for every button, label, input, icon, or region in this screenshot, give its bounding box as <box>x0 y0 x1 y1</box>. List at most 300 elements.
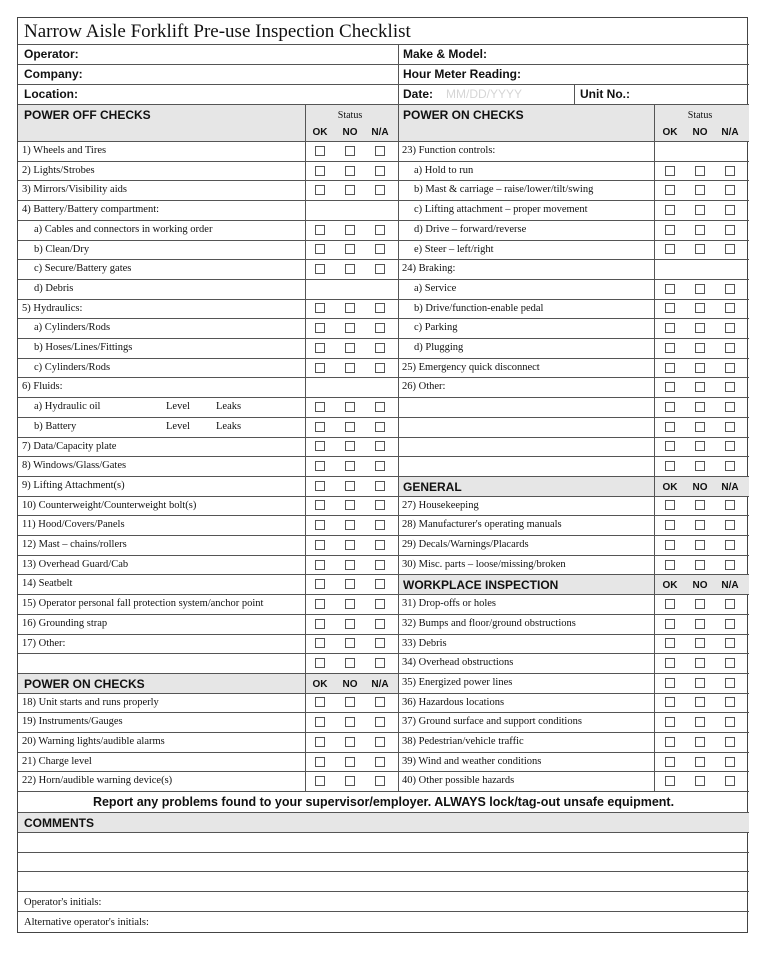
ok-checkbox[interactable] <box>665 737 675 747</box>
no-checkbox[interactable] <box>695 363 705 373</box>
no-checkbox[interactable] <box>345 185 355 195</box>
checklist-item-label: 18) Unit starts and runs properly <box>22 696 159 708</box>
na-checkbox[interactable] <box>375 323 385 333</box>
no-column: NO <box>692 580 708 592</box>
ok-checkbox[interactable] <box>315 776 325 786</box>
na-checkbox[interactable] <box>375 619 385 629</box>
checklist-item-label: 37) Ground surface and support conditions <box>402 716 582 728</box>
no-checkbox[interactable] <box>345 599 355 609</box>
no-column: NO <box>342 678 358 690</box>
no-checkbox[interactable] <box>695 757 705 767</box>
na-checkbox[interactable] <box>725 382 735 392</box>
row-divider <box>398 377 749 378</box>
no-checkbox[interactable] <box>695 382 705 392</box>
checklist-item-label: 4) Battery/Battery compartment: <box>22 204 160 216</box>
ok-checkbox[interactable] <box>665 303 675 313</box>
ok-checkbox[interactable] <box>665 343 675 353</box>
checklist-item-label: 27) Housekeeping <box>402 499 479 511</box>
no-checkbox[interactable] <box>345 323 355 333</box>
ok-checkbox[interactable] <box>315 658 325 668</box>
ok-checkbox[interactable] <box>315 757 325 767</box>
na-checkbox[interactable] <box>725 166 735 176</box>
no-checkbox[interactable] <box>695 776 705 786</box>
checklist-item-label: 30) Misc. parts – loose/missing/broken <box>402 558 566 570</box>
row-divider <box>18 476 398 477</box>
row-divider <box>18 417 398 418</box>
ok-checkbox[interactable] <box>315 560 325 570</box>
ok-checkbox[interactable] <box>665 461 675 471</box>
na-checkbox[interactable] <box>375 560 385 570</box>
row-divider <box>398 771 749 772</box>
ok-checkbox[interactable] <box>315 520 325 530</box>
no-checkbox[interactable] <box>695 166 705 176</box>
no-checkbox[interactable] <box>345 146 355 156</box>
na-checkbox[interactable] <box>725 323 735 333</box>
ok-checkbox[interactable] <box>665 560 675 570</box>
ok-checkbox[interactable] <box>315 166 325 176</box>
no-checkbox[interactable] <box>695 658 705 668</box>
no-checkbox[interactable] <box>345 619 355 629</box>
na-checkbox[interactable] <box>725 185 735 195</box>
na-checkbox[interactable] <box>725 205 735 215</box>
na-checkbox[interactable] <box>375 225 385 235</box>
no-checkbox[interactable] <box>345 343 355 353</box>
na-checkbox[interactable] <box>725 776 735 786</box>
no-checkbox[interactable] <box>345 737 355 747</box>
ok-checkbox[interactable] <box>665 757 675 767</box>
checklist-item-label: 35) Energized power lines <box>402 676 513 688</box>
ok-checkbox[interactable] <box>665 244 675 254</box>
checklist-item-label: 39) Wind and weather conditions <box>402 755 542 767</box>
ok-checkbox[interactable] <box>315 481 325 491</box>
row-divider <box>18 358 398 359</box>
row-divider <box>18 712 398 713</box>
na-checkbox[interactable] <box>725 678 735 688</box>
ok-checkbox[interactable] <box>315 619 325 629</box>
comments-title: COMMENTS <box>24 816 94 831</box>
checklist-item-label: 12) Mast – chains/rollers <box>22 539 127 550</box>
section-header-bg <box>18 813 749 832</box>
na-column: N/A <box>721 127 739 138</box>
ok-checkbox[interactable] <box>665 185 675 195</box>
row-divider <box>18 653 398 654</box>
na-checkbox[interactable] <box>375 500 385 510</box>
ok-checkbox[interactable] <box>665 717 675 727</box>
ok-checkbox[interactable] <box>665 776 675 786</box>
na-checkbox[interactable] <box>375 244 385 254</box>
na-checkbox[interactable] <box>725 461 735 471</box>
no-checkbox[interactable] <box>695 323 705 333</box>
checklist-item-label: 21) Charge level <box>22 755 92 767</box>
no-checkbox[interactable] <box>345 422 355 432</box>
checklist-item-label: 29) Decals/Warnings/Placards <box>402 539 529 550</box>
checklist-item-label: 19) Instruments/Gauges <box>22 716 123 728</box>
no-checkbox[interactable] <box>695 343 705 353</box>
na-column: N/A <box>371 127 389 138</box>
checklist-item-label: d) Debris <box>34 282 74 294</box>
checklist-item-label: 24) Braking: <box>402 263 456 275</box>
column-divider <box>654 104 655 141</box>
na-checkbox[interactable] <box>725 303 735 313</box>
checklist-item-label: 13) Overhead Guard/Cab <box>22 558 129 570</box>
ok-checkbox[interactable] <box>665 382 675 392</box>
ok-checkbox[interactable] <box>315 185 325 195</box>
ok-checkbox[interactable] <box>315 441 325 451</box>
no-checkbox[interactable] <box>345 461 355 471</box>
row-divider <box>398 614 749 615</box>
no-checkbox[interactable] <box>345 717 355 727</box>
no-checkbox[interactable] <box>695 500 705 510</box>
ok-checkbox[interactable] <box>665 540 675 550</box>
no-checkbox[interactable] <box>345 264 355 274</box>
comment-line <box>18 891 749 892</box>
na-checkbox[interactable] <box>725 599 735 609</box>
na-checkbox[interactable] <box>725 697 735 707</box>
comment-line <box>18 852 749 853</box>
no-checkbox[interactable] <box>345 225 355 235</box>
unit-divider <box>574 84 575 104</box>
no-column: NO <box>342 127 358 138</box>
checklist-item-label: c) Parking <box>414 322 458 334</box>
no-checkbox[interactable] <box>695 678 705 688</box>
checklist-item-label: 33) Debris <box>402 637 447 649</box>
ok-checkbox[interactable] <box>315 540 325 550</box>
row-divider <box>18 397 398 398</box>
na-checkbox[interactable] <box>725 244 735 254</box>
na-checkbox[interactable] <box>725 619 735 629</box>
ok-checkbox[interactable] <box>665 402 675 412</box>
row-divider <box>398 515 749 516</box>
no-checkbox[interactable] <box>345 540 355 550</box>
no-checkbox[interactable] <box>345 560 355 570</box>
row-divider <box>18 299 398 300</box>
center-divider <box>398 104 399 791</box>
checklist-item-label: 11) Hood/Covers/Panels <box>22 519 125 531</box>
row-divider <box>18 614 398 615</box>
ok-checkbox[interactable] <box>315 323 325 333</box>
no-checkbox[interactable] <box>345 481 355 491</box>
row-divider <box>398 417 749 418</box>
row-divider <box>398 220 749 221</box>
checklist-item-label: a) Cylinders/Rods <box>34 322 111 334</box>
general-title: GENERAL <box>403 479 462 494</box>
no-checkbox[interactable] <box>695 461 705 471</box>
ok-checkbox[interactable] <box>315 264 325 274</box>
no-checkbox[interactable] <box>345 638 355 648</box>
checklist-item-label: a) Service <box>414 282 457 294</box>
power-on-title-left: POWER ON CHECKS <box>24 676 145 691</box>
na-checkbox[interactable] <box>725 658 735 668</box>
na-checkbox[interactable] <box>375 638 385 648</box>
na-checkbox[interactable] <box>725 422 735 432</box>
row-divider <box>398 555 749 556</box>
checklist-item-label: 32) Bumps and floor/ground obstructions <box>402 617 576 629</box>
checklist-item-label: d) Drive – forward/reverse <box>414 223 527 235</box>
na-checkbox[interactable] <box>725 560 735 570</box>
no-checkbox[interactable] <box>345 520 355 530</box>
na-checkbox[interactable] <box>375 520 385 530</box>
no-column: NO <box>692 481 708 493</box>
row-divider <box>398 496 749 497</box>
no-checkbox[interactable] <box>345 244 355 254</box>
na-checkbox[interactable] <box>375 402 385 412</box>
ok-checkbox[interactable] <box>315 737 325 747</box>
no-checkbox[interactable] <box>345 166 355 176</box>
row-divider <box>398 791 749 792</box>
row-divider <box>398 712 749 713</box>
checklist-item-label: 3) Mirrors/Visibility aids <box>22 184 127 196</box>
na-checkbox[interactable] <box>375 422 385 432</box>
checklist-item-label: 23) Function controls: <box>402 145 496 156</box>
na-checkbox[interactable] <box>375 461 385 471</box>
na-checkbox[interactable] <box>375 658 385 668</box>
operator-label: Operator: <box>24 47 79 61</box>
no-checkbox[interactable] <box>345 757 355 767</box>
no-checkbox[interactable] <box>695 737 705 747</box>
checklist-item-label: d) Plugging <box>414 342 464 353</box>
no-checkbox[interactable] <box>345 441 355 451</box>
ok-checkbox[interactable] <box>315 343 325 353</box>
no-checkbox[interactable] <box>695 717 705 727</box>
ok-checkbox[interactable] <box>665 638 675 648</box>
ok-checkbox[interactable] <box>315 599 325 609</box>
ok-column: OK <box>662 127 678 138</box>
no-checkbox[interactable] <box>695 402 705 412</box>
no-column: NO <box>692 127 708 138</box>
no-checkbox[interactable] <box>695 619 705 629</box>
no-checkbox[interactable] <box>695 284 705 294</box>
row-divider <box>18 279 398 280</box>
no-checkbox[interactable] <box>695 697 705 707</box>
ok-checkbox[interactable] <box>315 717 325 727</box>
na-column: N/A <box>371 678 389 690</box>
company-label: Company: <box>24 67 83 81</box>
na-checkbox[interactable] <box>725 737 735 747</box>
na-checkbox[interactable] <box>375 579 385 589</box>
ok-checkbox[interactable] <box>315 402 325 412</box>
na-checkbox[interactable] <box>375 441 385 451</box>
ok-checkbox[interactable] <box>665 323 675 333</box>
ok-checkbox[interactable] <box>315 225 325 235</box>
na-checkbox[interactable] <box>375 776 385 786</box>
ok-checkbox[interactable] <box>665 658 675 668</box>
date-label: Date: <box>403 87 434 101</box>
checklist-item-label: 2) Lights/Strobes <box>22 164 95 176</box>
row-divider <box>18 693 398 694</box>
checklist-item-label: e) Steer – left/right <box>414 243 494 255</box>
na-checkbox[interactable] <box>725 402 735 412</box>
na-checkbox[interactable] <box>375 166 385 176</box>
checklist-item-label: 9) Lifting Attachment(s) <box>22 479 125 491</box>
row-divider <box>398 653 749 654</box>
level-label: Level <box>166 420 190 432</box>
form-title: Narrow Aisle Forklift Pre-use Inspection Checklist <box>24 21 411 42</box>
na-checkbox[interactable] <box>725 757 735 767</box>
row-divider <box>398 732 749 733</box>
ok-checkbox[interactable] <box>315 579 325 589</box>
na-checkbox[interactable] <box>375 599 385 609</box>
row-divider <box>398 535 749 536</box>
no-checkbox[interactable] <box>695 422 705 432</box>
na-checkbox[interactable] <box>725 540 735 550</box>
ok-checkbox[interactable] <box>315 638 325 648</box>
na-checkbox[interactable] <box>725 343 735 353</box>
ok-checkbox[interactable] <box>665 500 675 510</box>
ok-checkbox[interactable] <box>315 244 325 254</box>
row-divider <box>398 338 749 339</box>
checklist-item-label: b) Hoses/Lines/Fittings <box>34 342 133 353</box>
row-divider <box>398 161 749 162</box>
na-checkbox[interactable] <box>375 717 385 727</box>
ok-checkbox[interactable] <box>315 461 325 471</box>
alt-operator-initials-label: Alternative operator's initials: <box>24 916 149 928</box>
row-divider <box>18 240 398 241</box>
row-divider <box>398 180 749 181</box>
ok-checkbox[interactable] <box>665 284 675 294</box>
row-divider <box>398 279 749 280</box>
checklist-item-label: a) Hold to run <box>414 164 474 176</box>
ok-checkbox[interactable] <box>315 363 325 373</box>
row-divider <box>18 220 398 221</box>
na-checkbox[interactable] <box>375 757 385 767</box>
na-checkbox[interactable] <box>375 540 385 550</box>
na-checkbox[interactable] <box>725 225 735 235</box>
na-checkbox[interactable] <box>725 717 735 727</box>
checklist-item-label: 26) Other: <box>402 381 446 393</box>
no-checkbox[interactable] <box>695 599 705 609</box>
status-label: Status <box>337 110 363 121</box>
row-divider <box>18 496 398 497</box>
na-checkbox[interactable] <box>375 343 385 353</box>
no-checkbox[interactable] <box>695 441 705 451</box>
checklist-item-label: 7) Data/Capacity plate <box>22 440 117 452</box>
na-checkbox[interactable] <box>725 441 735 451</box>
location-label: Location: <box>24 87 78 101</box>
no-checkbox[interactable] <box>345 500 355 510</box>
ok-checkbox[interactable] <box>665 205 675 215</box>
ok-checkbox[interactable] <box>665 225 675 235</box>
row-divider <box>18 377 398 378</box>
no-checkbox[interactable] <box>695 205 705 215</box>
no-checkbox[interactable] <box>695 540 705 550</box>
na-checkbox[interactable] <box>725 638 735 648</box>
na-checkbox[interactable] <box>375 303 385 313</box>
leaks-label: Leaks <box>216 420 242 432</box>
row-divider <box>398 358 749 359</box>
operator-initials-label: Operator's initials: <box>24 896 102 908</box>
no-checkbox[interactable] <box>345 303 355 313</box>
no-checkbox[interactable] <box>695 520 705 530</box>
checklist-item-label: 22) Horn/audible warning device(s) <box>22 775 173 787</box>
row-divider <box>18 574 398 575</box>
ok-checkbox[interactable] <box>665 678 675 688</box>
ok-checkbox[interactable] <box>665 441 675 451</box>
na-checkbox[interactable] <box>725 520 735 530</box>
right-status-divider <box>654 141 655 791</box>
title-divider <box>18 44 749 45</box>
ok-checkbox[interactable] <box>315 146 325 156</box>
ok-checkbox[interactable] <box>665 619 675 629</box>
power-off-title: POWER OFF CHECKS <box>24 108 151 122</box>
na-checkbox[interactable] <box>725 363 735 373</box>
row-divider <box>18 141 749 142</box>
ok-checkbox[interactable] <box>665 422 675 432</box>
row-divider <box>18 64 749 65</box>
no-checkbox[interactable] <box>345 402 355 412</box>
na-checkbox[interactable] <box>725 500 735 510</box>
ok-checkbox[interactable] <box>665 166 675 176</box>
no-checkbox[interactable] <box>345 579 355 589</box>
no-checkbox[interactable] <box>695 244 705 254</box>
row-divider <box>18 84 749 85</box>
no-checkbox[interactable] <box>345 363 355 373</box>
na-checkbox[interactable] <box>375 481 385 491</box>
unit-no-label: Unit No.: <box>580 87 630 101</box>
ok-column: OK <box>312 127 328 138</box>
ok-checkbox[interactable] <box>315 500 325 510</box>
row-divider <box>398 200 749 201</box>
na-checkbox[interactable] <box>375 697 385 707</box>
ok-checkbox[interactable] <box>315 303 325 313</box>
no-checkbox[interactable] <box>695 560 705 570</box>
ok-checkbox[interactable] <box>665 599 675 609</box>
ok-checkbox[interactable] <box>665 363 675 373</box>
no-checkbox[interactable] <box>345 776 355 786</box>
row-divider <box>18 752 398 753</box>
row-divider <box>398 240 749 241</box>
na-checkbox[interactable] <box>375 363 385 373</box>
row-divider <box>18 338 398 339</box>
ok-checkbox[interactable] <box>665 520 675 530</box>
na-checkbox[interactable] <box>725 284 735 294</box>
ok-checkbox[interactable] <box>315 422 325 432</box>
level-label: Level <box>166 401 190 413</box>
safety-notice: Report any problems found to your supervisor/employer. ALWAYS lock/tag-out unsafe equipment. <box>92 795 675 810</box>
no-checkbox[interactable] <box>345 697 355 707</box>
checklist-item-label: 34) Overhead obstructions <box>402 657 514 669</box>
na-checkbox[interactable] <box>375 185 385 195</box>
row-divider <box>18 732 398 733</box>
no-checkbox[interactable] <box>345 658 355 668</box>
row-divider <box>18 771 398 772</box>
checklist-item-label: 8) Windows/Glass/Gates <box>22 460 127 472</box>
na-checkbox[interactable] <box>375 737 385 747</box>
na-column: N/A <box>721 481 739 493</box>
workplace-title: WORKPLACE INSPECTION <box>403 578 559 593</box>
checklist-item-label: b) Drive/function-enable pedal <box>414 302 544 314</box>
no-checkbox[interactable] <box>695 303 705 313</box>
ok-column: OK <box>662 481 678 493</box>
checklist-item-label: 14) Seatbelt <box>22 578 73 590</box>
no-checkbox[interactable] <box>695 638 705 648</box>
date-placeholder: MM/DD/YYYY <box>446 87 523 101</box>
na-checkbox[interactable] <box>375 264 385 274</box>
left-status-divider <box>305 141 306 791</box>
na-checkbox[interactable] <box>375 146 385 156</box>
row-divider <box>398 397 749 398</box>
ok-checkbox[interactable] <box>315 697 325 707</box>
status-label: Status <box>687 110 713 121</box>
make-model-label: Make & Model: <box>403 47 488 61</box>
checklist-item-label: 31) Drop-offs or holes <box>402 598 496 610</box>
ok-checkbox[interactable] <box>665 697 675 707</box>
checklist-item-label: 40) Other possible hazards <box>402 775 515 787</box>
row-divider <box>398 437 749 438</box>
no-checkbox[interactable] <box>695 185 705 195</box>
no-checkbox[interactable] <box>695 225 705 235</box>
row-divider <box>18 180 398 181</box>
checklist-item-label: c) Lifting attachment – proper movement <box>414 204 588 216</box>
